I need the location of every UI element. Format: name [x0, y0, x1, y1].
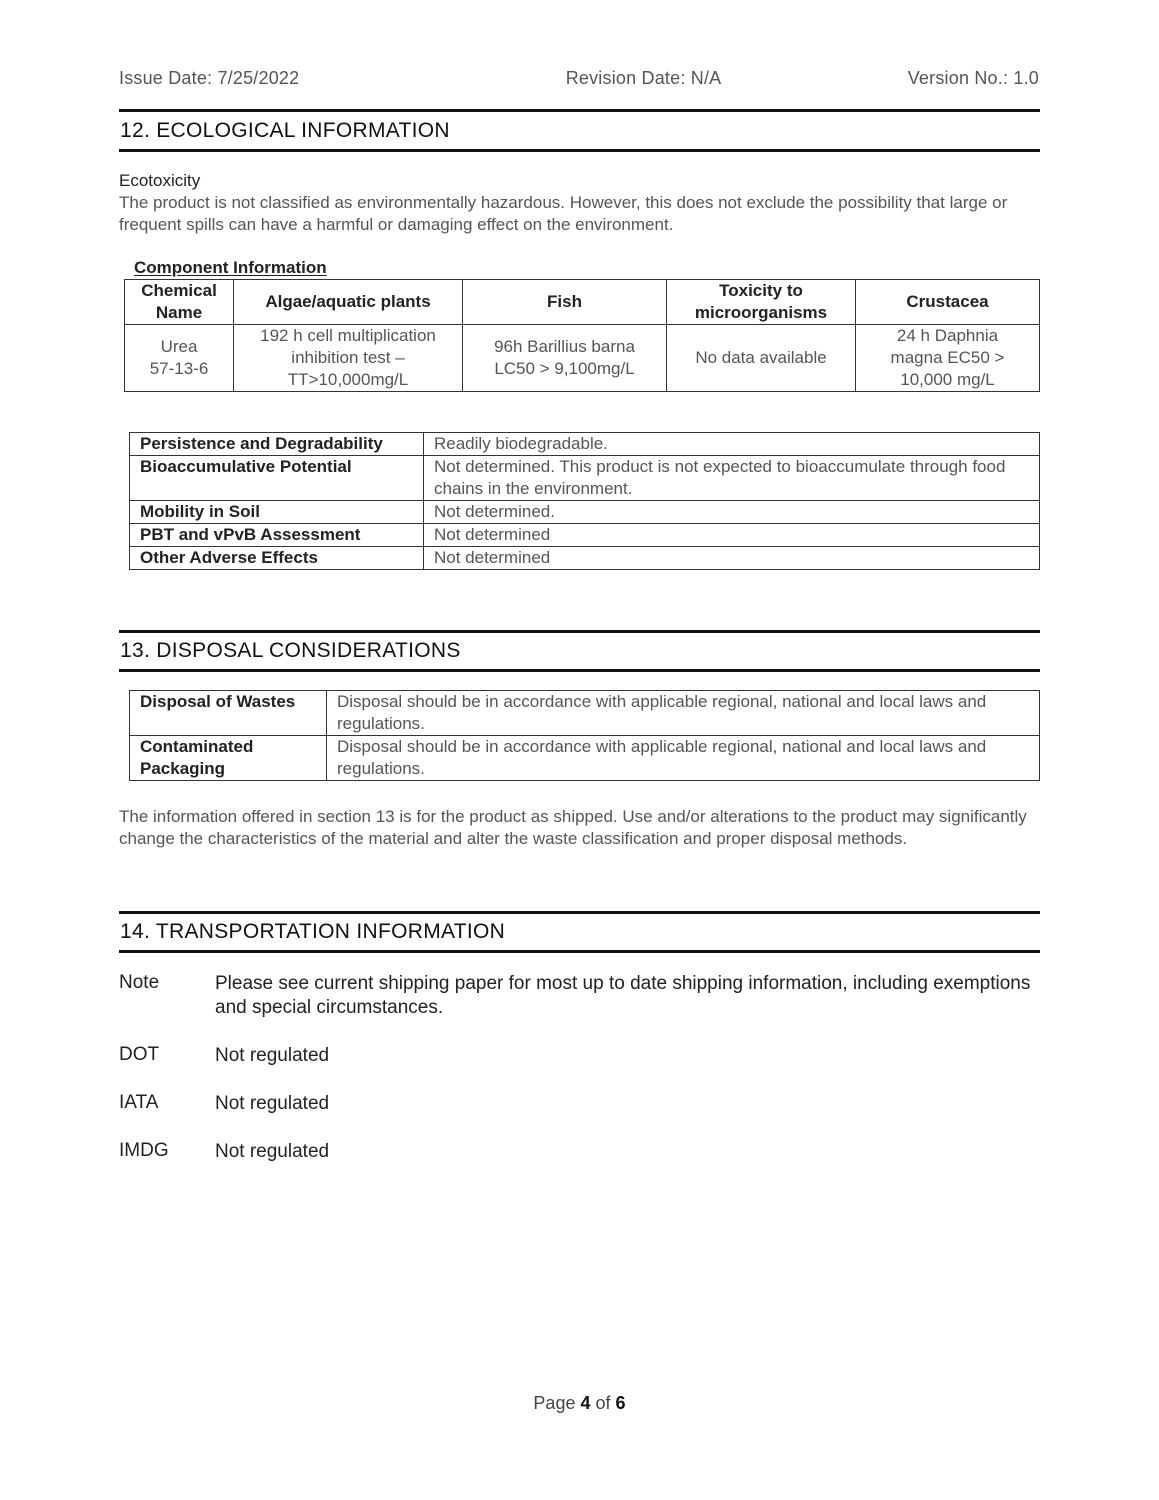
cell-fish: 96h Barillius barna LC50 > 9,100mg/L [463, 325, 667, 392]
cell-chemical [125, 325, 234, 392]
transport-value: Please see current shipping paper for most up to date shipping information, including exemptions and special circumstances. [215, 973, 1031, 1018]
page-total: 6 [615, 1393, 626, 1413]
section-13-top-rule [119, 630, 1040, 633]
version-number: Version No.: 1.0 [907, 68, 1039, 88]
disposal-value: Disposal should be in accordance with applicable regional, national and local laws and regulations. [327, 736, 1040, 781]
table-row [130, 736, 1040, 781]
section-12-bottom-rule [119, 149, 1040, 152]
section-13-title: 13. DISPOSAL CONSIDERATIONS [120, 639, 461, 662]
page-number [0, 1393, 1159, 1414]
table-row [130, 524, 1040, 547]
chemical-name: Urea [160, 337, 198, 356]
transport-value: Not regulated [215, 1093, 330, 1114]
disposal-table [129, 690, 1040, 781]
section-14-title: 14. TRANSPORTATION INFORMATION [120, 920, 506, 943]
transport-label: DOT [119, 1044, 160, 1065]
disposal-label: Disposal of Wastes [130, 691, 327, 736]
property-value: Not determined [424, 524, 1040, 547]
transport-row-dot [119, 1044, 1035, 1068]
page-of: of [595, 1393, 611, 1413]
table-header-row [125, 280, 1040, 325]
property-value: Not determined. [424, 501, 1040, 524]
property-label: Persistence and Degradability [130, 433, 424, 456]
table-row [130, 501, 1040, 524]
col-microorganisms: Toxicity to microorganisms [667, 280, 856, 325]
property-label: PBT and vPvB Assessment [130, 524, 424, 547]
page-current: 4 [580, 1393, 591, 1413]
transport-value: Not regulated [215, 1045, 330, 1066]
transport-label: IMDG [119, 1140, 169, 1161]
transport-row-note [119, 972, 1035, 1020]
disposal-note: The information offered in section 13 is for the product as shipped. Use and/or alterations to the product may significantly change the characteristics of the material and alter the waste classification and proper disposal methods. [119, 807, 1027, 848]
table-row [130, 433, 1040, 456]
revision-date: Revision Date: N/A [565, 68, 722, 88]
transport-label: IATA [119, 1092, 159, 1113]
ecotoxicity-heading: Ecotoxicity [119, 171, 201, 190]
property-value: Readily biodegradable. [424, 433, 1040, 456]
table-row [125, 325, 1040, 392]
component-information-table [124, 279, 1040, 392]
transport-value: Not regulated [215, 1141, 330, 1162]
cell-microorganisms: No data available [667, 325, 856, 392]
property-label: Other Adverse Effects [130, 547, 424, 570]
property-label: Bioaccumulative Potential [130, 456, 424, 501]
page-prefix: Page [533, 1393, 576, 1413]
property-value: Not determined [424, 547, 1040, 570]
table-row [130, 547, 1040, 570]
section-14-bottom-rule [119, 950, 1040, 953]
table-row [130, 691, 1040, 736]
ecological-properties-table [129, 432, 1040, 570]
transport-row-imdg [119, 1140, 1035, 1164]
section-13-bottom-rule [119, 669, 1040, 672]
cas-number: 57-13-6 [149, 359, 209, 378]
section-12-title: 12. ECOLOGICAL INFORMATION [120, 119, 450, 142]
transport-row-iata [119, 1092, 1035, 1116]
cell-algae: 192 h cell multiplication inhibition test – TT>10,000mg/L [234, 325, 463, 392]
issue-date: Issue Date: 7/25/2022 [119, 68, 300, 88]
col-algae: Algae/aquatic plants [234, 280, 463, 325]
col-crustacea: Crustacea [856, 280, 1040, 325]
ecotoxicity-text: The product is not classified as environmentally hazardous. However, this does not exclude the possibility that large or frequent spills can have a harmful or damaging effect on the environment. [119, 193, 1008, 234]
cell-crustacea: 24 h Daphnia magna EC50 > 10,000 mg/L [856, 325, 1040, 392]
col-fish: Fish [463, 280, 667, 325]
table-row [130, 456, 1040, 501]
component-information-caption: Component Information [134, 258, 327, 277]
transport-label: Note [119, 972, 160, 993]
document-header [119, 68, 1039, 89]
section-14-top-rule [119, 911, 1040, 914]
col-chemical-name: Chemical Name [125, 280, 234, 325]
property-value: Not determined. This product is not expected to bioaccumulate through food chains in the environment. [424, 456, 1040, 501]
property-label: Mobility in Soil [130, 501, 424, 524]
disposal-value: Disposal should be in accordance with applicable regional, national and local laws and regulations. [327, 691, 1040, 736]
section-12-top-rule [119, 109, 1040, 112]
disposal-label: Contaminated Packaging [130, 736, 327, 781]
